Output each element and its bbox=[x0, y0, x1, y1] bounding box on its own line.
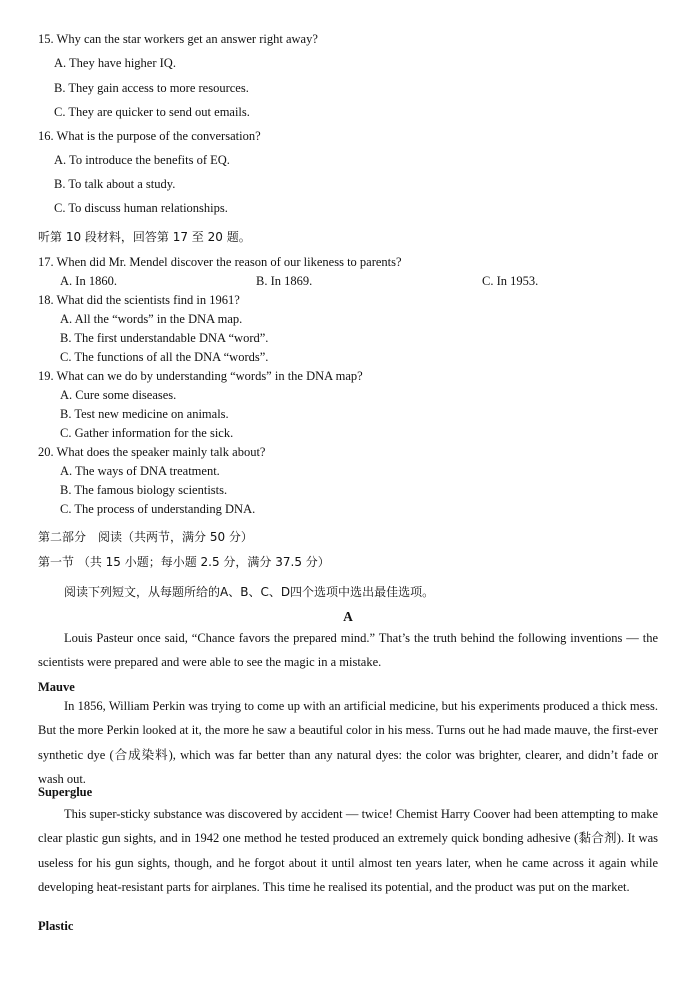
superglue-paragraph: This super-sticky substance was discovered by accident — twice! Chemist Harry Coover had been attempting to make clear plastic gun sights, and in 1942 one method he tested produced an extremely quick bonding adhesive (黏合剂). It was useless for his gun sights, though, and he forgot about it until almost ten years later, when he came across it again while developing heat-resistant parts for airplanes. This time he realised its potential, and the product was put on the market. bbox=[38, 807, 658, 894]
question-18-option-b: B. The first understandable DNA “word”. bbox=[60, 331, 269, 345]
question-16-option-c: C. To discuss human relationships. bbox=[54, 201, 228, 215]
question-19-stem: 19. What can we do by understanding “words” in the DNA map? bbox=[38, 369, 363, 383]
plastic-title: Plastic bbox=[38, 919, 74, 933]
passage-intro: Louis Pasteur once said, “Chance favors the prepared mind.” That’s the truth behind the following inventions — the scientists were prepared and were able to see the magic in a mistake. bbox=[38, 631, 658, 670]
question-18-stem: 18. What did the scientists find in 1961? bbox=[38, 293, 240, 307]
question-17-option-b: B. In 1869. bbox=[256, 274, 313, 288]
question-16-option-a: A. To introduce the benefits of EQ. bbox=[54, 153, 230, 167]
mauve-paragraph: In 1856, William Perkin was trying to come up with an artificial medicine, but his experiments produced a thick mess. But the more Perkin looked at it, the more he saw a beautiful color in his mess. Turns out he had made mauve, the first-ever synthetic dye (合成染料), which was far better than any natural dyes: the color was brighter, clearer, and didn’t fade or wash out. bbox=[38, 699, 658, 786]
question-20-option-a: A. The ways of DNA treatment. bbox=[60, 464, 220, 478]
question-17-option-c: C. In 1953. bbox=[482, 274, 539, 288]
question-17-option-a: A. In 1860. bbox=[60, 274, 117, 288]
question-20-option-b: B. The famous biology scientists. bbox=[60, 483, 228, 497]
superglue-title: Superglue bbox=[38, 785, 93, 799]
section-1-heading: 第一节 （共 15 小题；每小题 2.5 分，满分 37.5 分） bbox=[38, 555, 330, 569]
question-19-option-c: C. Gather information for the sick. bbox=[60, 426, 234, 440]
question-15-option-b: B. They gain access to more resources. bbox=[54, 81, 249, 95]
question-18-option-a: A. All the “words” in the DNA map. bbox=[60, 312, 243, 326]
question-19-option-b: B. Test new medicine on animals. bbox=[60, 407, 229, 421]
reading-instruction: 阅读下列短文，从每题所给的A、B、C、D四个选项中选出最佳选项。 bbox=[64, 585, 435, 599]
mauve-title: Mauve bbox=[38, 680, 75, 694]
question-18-option-c: C. The functions of all the DNA “words”. bbox=[60, 350, 269, 364]
question-15-option-a: A. They have higher IQ. bbox=[54, 56, 176, 70]
question-16-option-b: B. To talk about a study. bbox=[54, 177, 176, 191]
question-15-option-c: C. They are quicker to send out emails. bbox=[54, 105, 250, 119]
question-15-stem: 15. Why can the star workers get an answer right away? bbox=[38, 32, 318, 46]
question-20-option-c: C. The process of understanding DNA. bbox=[60, 502, 256, 516]
section-10-instruction: 听第 10 段材料，回答第 17 至 20 题。 bbox=[38, 230, 251, 244]
question-16-stem: 16. What is the purpose of the conversation? bbox=[38, 129, 261, 143]
passage-label: A bbox=[343, 609, 353, 624]
question-19-option-a: A. Cure some diseases. bbox=[60, 388, 177, 402]
part-2-heading: 第二部分 阅读（共两节，满分 50 分） bbox=[38, 530, 253, 544]
question-20-stem: 20. What does the speaker mainly talk about? bbox=[38, 445, 266, 459]
question-17-stem: 17. When did Mr. Mendel discover the reason of our likeness to parents? bbox=[38, 255, 402, 269]
